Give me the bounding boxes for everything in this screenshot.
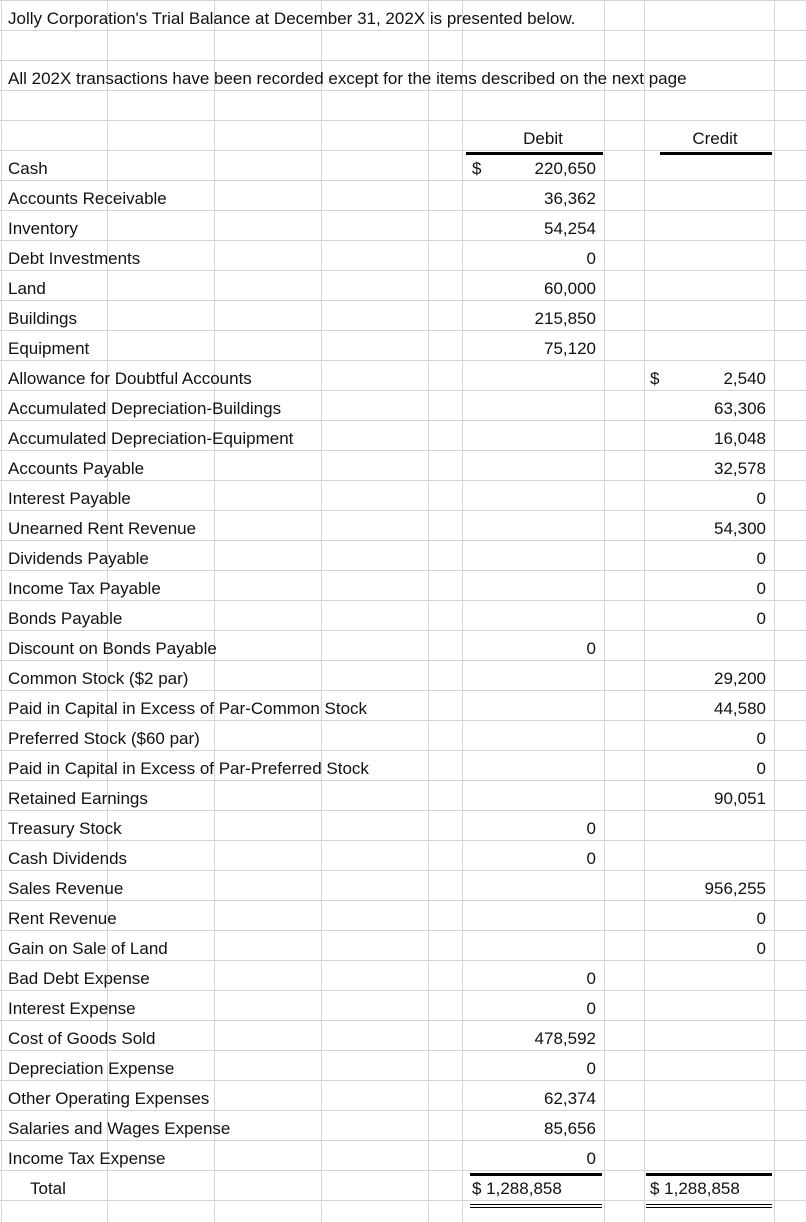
account-name[interactable]: Income Tax Expense [8,1149,166,1168]
credit-amount[interactable]: 54,300 [714,519,766,538]
account-name[interactable]: Rent Revenue [8,909,117,928]
debit-dollar-sign: $ [472,159,482,178]
debit-amount[interactable] [480,604,596,634]
account-name[interactable]: Salaries and Wages Expense [8,1119,231,1138]
debit-amount[interactable]: 62,374 [544,1089,596,1108]
credit-amount[interactable] [660,994,766,1024]
credit-amount[interactable]: 0 [756,579,766,598]
credit-amount[interactable] [660,1054,766,1084]
credit-amount[interactable]: 0 [756,549,766,568]
credit-amount[interactable] [660,184,766,214]
debit-amount[interactable]: 85,656 [544,1119,596,1138]
debit-amount[interactable] [480,364,596,394]
total-debit-double-underline-2 [470,1207,602,1208]
debit-amount[interactable]: 478,592 [534,1029,596,1048]
debit-amount[interactable]: 0 [586,1059,596,1078]
debit-amount[interactable]: 0 [586,1149,596,1168]
credit-amount[interactable] [660,964,766,994]
credit-amount[interactable] [660,1084,766,1114]
debit-amount[interactable]: 0 [586,639,596,658]
debit-amount[interactable] [480,694,596,724]
sheet-title[interactable]: Jolly Corporation's Trial Balance at December 31, 202X is presented below. [8,9,576,28]
debit-amount[interactable] [480,394,596,424]
credit-amount[interactable] [660,244,766,274]
account-name[interactable]: Depreciation Expense [8,1059,175,1078]
credit-amount[interactable]: 0 [756,729,766,748]
credit-dollar-sign: $ [650,369,660,388]
debit-amount[interactable] [480,574,596,604]
credit-amount[interactable]: 32,578 [714,459,766,478]
credit-amount[interactable] [660,1024,766,1054]
account-name[interactable]: Unearned Rent Revenue [8,519,197,538]
account-name[interactable]: Allowance for Doubtful Accounts [8,369,252,388]
credit-amount[interactable] [660,1144,766,1174]
account-name[interactable]: Inventory [8,219,78,238]
account-name[interactable]: Common Stock ($2 par) [8,669,189,688]
total-label[interactable]: Total [30,1179,66,1198]
credit-amount[interactable]: 16,048 [714,429,766,448]
account-name[interactable]: Equipment [8,339,90,358]
debit-amount[interactable]: 0 [586,999,596,1018]
account-name[interactable]: Treasury Stock [8,819,122,838]
credit-amount[interactable]: 956,255 [704,879,766,898]
account-name[interactable]: Other Operating Expenses [8,1089,210,1108]
account-name[interactable]: Cash Dividends [8,849,128,868]
credit-amount[interactable]: 29,200 [714,669,766,688]
debit-amount[interactable] [480,874,596,904]
debit-header[interactable]: Debit [523,129,563,148]
credit-amount[interactable]: 2,540 [723,369,766,388]
account-name[interactable]: Preferred Stock ($60 par) [8,729,200,748]
debit-amount[interactable]: 0 [586,969,596,988]
credit-amount[interactable]: 0 [756,939,766,958]
debit-amount[interactable]: 75,120 [544,339,596,358]
account-name[interactable]: Buildings [8,309,77,328]
sheet-note[interactable]: All 202X transactions have been recorded except for the items described on the next page [8,69,687,88]
account-name[interactable]: Accounts Payable [8,459,145,478]
account-name[interactable]: Debt Investments [8,249,141,268]
debit-amount[interactable]: 60,000 [544,279,596,298]
account-name[interactable]: Accounts Receivable [8,189,167,208]
debit-amount[interactable] [480,664,596,694]
credit-amount[interactable]: 44,580 [714,699,766,718]
total-debit[interactable]: $ 1,288,858 [472,1179,562,1198]
debit-amount[interactable]: 0 [586,819,596,838]
debit-amount[interactable] [480,454,596,484]
account-name[interactable]: Dividends Payable [8,549,149,568]
account-name[interactable]: Cost of Goods Sold [8,1029,156,1048]
credit-amount[interactable] [660,154,766,184]
account-name[interactable]: Accumulated Depreciation-Buildings [8,399,282,418]
total-credit-double-underline-1 [646,1204,772,1205]
account-name[interactable]: Paid in Capital in Excess of Par-Preferred Stock [8,759,369,778]
credit-amount[interactable]: 90,051 [714,789,766,808]
credit-amount[interactable] [660,1114,766,1144]
credit-amount[interactable]: 0 [756,489,766,508]
credit-amount[interactable] [660,334,766,364]
debit-amount[interactable]: 0 [586,849,596,868]
account-name[interactable]: Interest Payable [8,489,131,508]
total-credit-double-underline-2 [646,1207,772,1208]
debit-amount[interactable]: 54,254 [544,219,596,238]
debit-amount[interactable] [480,514,596,544]
credit-amount[interactable] [660,634,766,664]
debit-amount[interactable] [480,544,596,574]
debit-amount[interactable] [480,784,596,814]
total-credit[interactable]: $ 1,288,858 [650,1179,740,1198]
debit-amount[interactable]: 220,650 [534,159,596,178]
debit-amount[interactable] [480,484,596,514]
account-name[interactable]: Accumulated Depreciation-Equipment [8,429,294,448]
credit-amount[interactable]: 0 [756,609,766,628]
account-name[interactable]: Bonds Payable [8,609,123,628]
account-name[interactable]: Sales Revenue [8,879,124,898]
credit-amount[interactable]: 63,306 [714,399,766,418]
credit-amount[interactable] [660,844,766,874]
credit-header[interactable]: Credit [692,129,738,148]
credit-amount[interactable]: 0 [756,759,766,778]
account-name[interactable]: Interest Expense [8,999,136,1018]
debit-amount[interactable]: 0 [586,249,596,268]
debit-amount[interactable] [480,904,596,934]
account-name[interactable]: Income Tax Payable [8,579,161,598]
credit-amount[interactable] [660,814,766,844]
account-name[interactable]: Gain on Sale of Land [8,939,168,958]
account-name[interactable]: Bad Debt Expense [8,969,150,988]
account-name[interactable]: Retained Earnings [8,789,148,808]
credit-amount[interactable] [660,274,766,304]
total-debit-double-underline-1 [470,1204,602,1205]
credit-amount[interactable]: 0 [756,909,766,928]
credit-amount[interactable] [660,214,766,244]
account-name[interactable]: Paid in Capital in Excess of Par-Common Stock [8,699,368,718]
debit-amount[interactable] [480,424,596,454]
debit-amount[interactable] [480,934,596,964]
credit-amount[interactable] [660,304,766,334]
debit-amount[interactable]: 36,362 [544,189,596,208]
debit-amount[interactable] [480,754,596,784]
account-name[interactable]: Land [8,279,46,298]
debit-amount[interactable]: 215,850 [534,309,596,328]
account-name[interactable]: Discount on Bonds Payable [8,639,217,658]
debit-amount[interactable] [480,724,596,754]
account-name[interactable]: Cash [8,159,48,178]
